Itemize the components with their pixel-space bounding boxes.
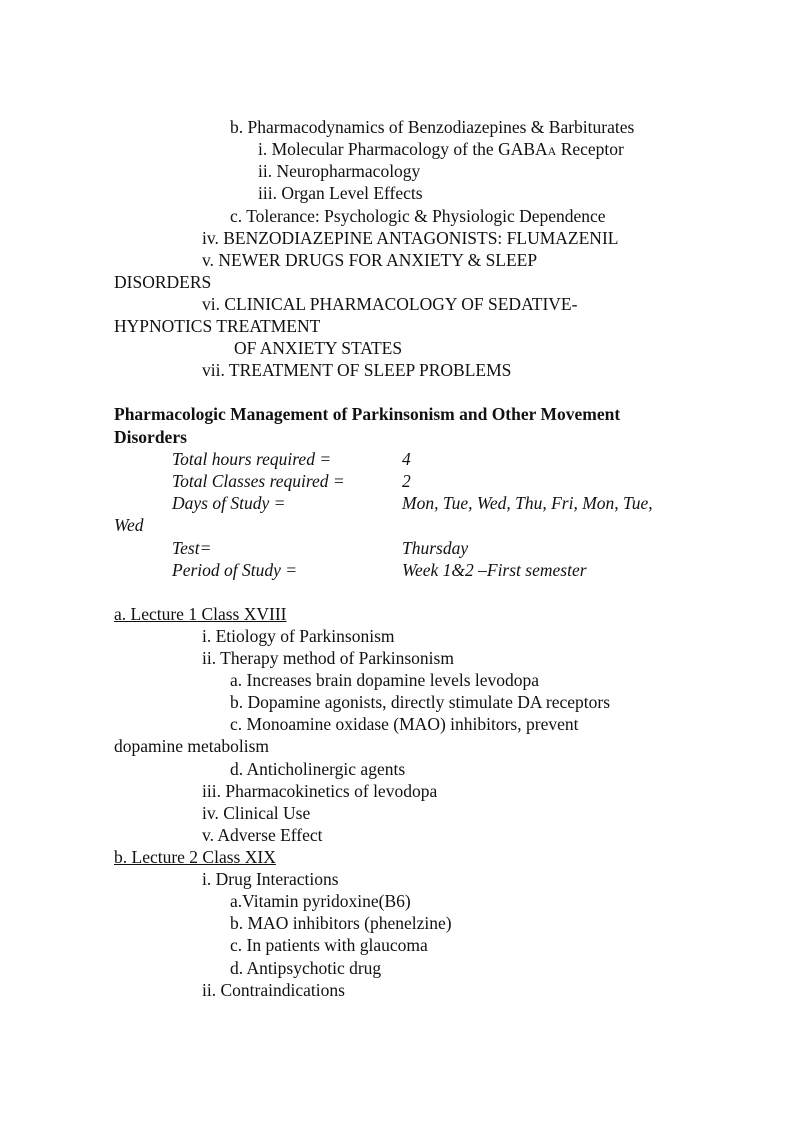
section-heading: Pharmacologic Management of Parkinsonism and Other Movement xyxy=(114,404,621,424)
hours-value: 4 xyxy=(402,449,411,469)
lecture-2-item-ii: ii. Contraindications xyxy=(202,980,345,1000)
lecture-1-item-iii: iii. Pharmacokinetics of levodopa xyxy=(202,781,438,801)
days-value: Mon, Tue, Wed, Thu, Fri, Mon, Tue, xyxy=(402,493,653,513)
outline-item-b-iii: iii. Organ Level Effects xyxy=(258,183,423,203)
outline-item-vi-cont2: OF ANXIETY STATES xyxy=(234,338,403,358)
lecture-1-item-i: i. Etiology of Parkinsonism xyxy=(202,626,395,646)
lecture-2-item-i: i. Drug Interactions xyxy=(202,869,339,889)
outline-item-vi: vi. CLINICAL PHARMACOLOGY OF SEDATIVE- xyxy=(202,294,578,314)
period-value: Week 1&2 –First semester xyxy=(402,560,587,580)
lecture-2-item-i-c: c. In patients with glaucoma xyxy=(230,935,428,955)
lecture-1-item-ii-c: c. Monoamine oxidase (MAO) inhibitors, prevent xyxy=(230,714,579,734)
test-value: Thursday xyxy=(402,538,469,558)
section-heading-cont: Disorders xyxy=(114,427,187,447)
outline-item-v: v. NEWER DRUGS FOR ANXIETY & SLEEP xyxy=(202,250,538,270)
outline-item-vii: vii. TREATMENT OF SLEEP PROBLEMS xyxy=(202,360,512,380)
lecture-1-item-ii-c-cont: dopamine metabolism xyxy=(114,736,270,756)
lecture-1-item-iv: iv. Clinical Use xyxy=(202,803,311,823)
outline-item-b: b. Pharmacodynamics of Benzodiazepines & Barbiturates xyxy=(230,117,635,137)
outline-item-iv: iv. BENZODIAZEPINE ANTAGONISTS: FLUMAZENIL xyxy=(202,228,619,248)
test-label: Test= xyxy=(172,538,212,558)
lecture-1-item-ii-b: b. Dopamine agonists, directly stimulate DA receptors xyxy=(230,692,611,712)
outline-item-v-cont: DISORDERS xyxy=(114,272,212,292)
gaba-subscript: A xyxy=(547,144,557,158)
period-label: Period of Study = xyxy=(172,560,298,580)
lecture-2-item-i-d: d. Antipsychotic drug xyxy=(230,958,382,978)
lecture-1-item-ii-a: a. Increases brain dopamine levels levodopa xyxy=(230,670,540,690)
classes-label: Total Classes required = xyxy=(172,471,345,491)
lecture-2-title: b. Lecture 2 Class XIX xyxy=(114,847,276,867)
lecture-2-item-i-b: b. MAO inhibitors (phenelzine) xyxy=(230,913,452,933)
days-label: Days of Study = xyxy=(172,493,286,513)
lecture-1-item-ii: ii. Therapy method of Parkinsonism xyxy=(202,648,454,668)
outline-item-b-ii: ii. Neuropharmacology xyxy=(258,161,421,181)
classes-value: 2 xyxy=(402,471,411,491)
outline-item-b-i-suffix: Receptor xyxy=(556,139,624,159)
lecture-1-item-v: v. Adverse Effect xyxy=(202,825,323,845)
lecture-2-item-i-a: a.Vitamin pyridoxine(B6) xyxy=(230,891,411,911)
outline-item-c: c. Tolerance: Psychologic & Physiologic Dependence xyxy=(230,206,606,226)
lecture-1-item-ii-d: d. Anticholinergic agents xyxy=(230,759,406,779)
outline-item-b-i-text: i. Molecular Pharmacology of the GABA xyxy=(258,139,548,159)
lecture-1-title: a. Lecture 1 Class XVIII xyxy=(114,604,287,624)
outline-item-vi-cont: HYPNOTICS TREATMENT xyxy=(114,316,321,336)
outline-item-b-i xyxy=(258,138,624,162)
hours-label: Total hours required = xyxy=(172,449,332,469)
days-value-cont: Wed xyxy=(114,515,144,535)
